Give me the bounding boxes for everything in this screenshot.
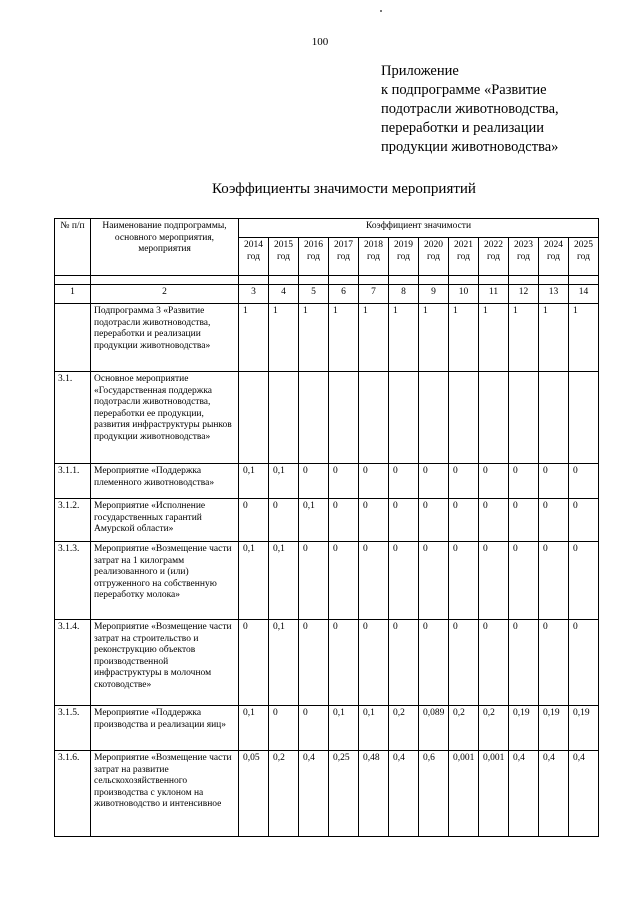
coefficient-cell: 0 [359,620,389,706]
coefficient-cell: 0 [389,620,419,706]
header-year [509,238,539,276]
coefficient-cell: 0 [479,620,509,706]
coefficient-cell: 0,001 [449,751,479,837]
header-year [569,238,599,276]
column-number-row [55,285,599,304]
coefficient-cell: 0,19 [569,706,599,751]
coefficient-cell: 0 [539,499,569,542]
row-number: 3.1. [55,372,91,464]
year-value: 2020 [424,240,443,250]
coefficient-cell: 0 [299,706,329,751]
column-number: 14 [569,285,599,304]
table-row [55,499,599,542]
row-number: 3.1.4. [55,620,91,706]
coefficient-cell: 0 [329,464,359,499]
year-unit: год [397,251,410,262]
year-value: 2016 [304,240,323,250]
coefficient-cell: 0,001 [479,751,509,837]
header-year [299,238,329,276]
year-unit: год [247,251,260,262]
row-name: Мероприятие «Поддержка производства и реализации яиц» [91,706,239,751]
header-row [55,219,599,238]
column-number: 10 [449,285,479,304]
coefficients-table [54,218,599,837]
row-name: Мероприятие «Возмещение части затрат на развитие сельскохозяйственного производства с уклоном на животноводство и интенсивное [91,751,239,837]
header-year [239,238,269,276]
appendix-line: подотрасли животноводства, [381,101,559,117]
coefficient-cell: 0 [419,499,449,542]
coefficient-cell: 0 [539,464,569,499]
row-name: Подпрограмма 3 «Развитие подотрасли животноводства, переработки и реализации продукции животноводства» [91,304,239,372]
coefficient-cell: 0,4 [569,751,599,837]
coefficient-cell: 0,48 [359,751,389,837]
coefficient-cell: 0 [419,620,449,706]
coefficient-cell: 1 [269,304,299,372]
row-number: 3.1.5. [55,706,91,751]
year-unit: год [457,251,470,262]
header-num: № п/п [55,219,91,276]
column-number: 7 [359,285,389,304]
coefficient-cell: 0 [569,499,599,542]
year-value: 2017 [334,240,353,250]
row-number: 3.1.1. [55,464,91,499]
coefficient-cell: 1 [569,304,599,372]
year-unit: год [517,251,530,262]
coefficient-cell: 0 [359,499,389,542]
year-unit: год [427,251,440,262]
coefficient-cell: 0,1 [269,620,299,706]
coefficient-cell: 0,4 [389,751,419,837]
coefficient-cell: 1 [509,304,539,372]
coefficient-cell: 1 [449,304,479,372]
table-row [55,372,599,464]
column-number: 12 [509,285,539,304]
appendix-note [381,62,559,157]
header-year [359,238,389,276]
header-year [449,238,479,276]
appendix-line: к подпрограмме «Развитие [381,82,547,98]
coefficient-cell: 0,089 [419,706,449,751]
year-value: 2024 [544,240,563,250]
spacer-row [55,276,599,285]
coefficient-cell: 0 [239,620,269,706]
column-number: 8 [389,285,419,304]
scan-speck [380,10,382,12]
header-coefficient: Коэффициент значимости [239,219,599,238]
coefficient-cell: 0,1 [239,706,269,751]
coefficient-cell [509,372,539,464]
header-year [479,238,509,276]
page-number: 100 [311,36,329,48]
appendix-line: продукции животноводства» [381,139,559,155]
appendix-line: переработки и реализации [381,120,545,136]
coefficient-cell: 0,1 [239,542,269,620]
coefficient-cell: 0,1 [269,464,299,499]
coefficient-cell: 0 [509,499,539,542]
coefficient-cell: 0 [359,542,389,620]
column-number: 3 [239,285,269,304]
table-row [55,751,599,837]
coefficient-cell: 0 [539,620,569,706]
coefficient-cell: 1 [419,304,449,372]
row-name: Мероприятие «Возмещение части затрат на 1 килограмм реализованного и (или) отгруженного на собственную переработку молока» [91,542,239,620]
coefficient-cell: 0 [449,464,479,499]
coefficient-cell: 1 [479,304,509,372]
header-year [269,238,299,276]
coefficient-cell: 0,05 [239,751,269,837]
coefficient-cell: 0,25 [329,751,359,837]
column-number: 11 [479,285,509,304]
coefficient-cell: 0 [569,620,599,706]
coefficient-cell [539,372,569,464]
coefficient-cell: 0,2 [269,751,299,837]
coefficient-cell [299,372,329,464]
coefficient-cell: 0,2 [449,706,479,751]
coefficient-cell: 1 [359,304,389,372]
coefficient-cell: 0 [389,464,419,499]
year-value: 2018 [364,240,383,250]
coefficient-cell: 0 [449,620,479,706]
coefficient-cell [269,372,299,464]
header-year [329,238,359,276]
column-number: 9 [419,285,449,304]
coefficient-cell [359,372,389,464]
coefficient-cell [389,372,419,464]
year-unit: год [277,251,290,262]
coefficient-cell: 0 [569,464,599,499]
year-unit: год [337,251,350,262]
column-number: 5 [299,285,329,304]
coefficient-cell: 0 [299,620,329,706]
coefficient-cell [419,372,449,464]
row-name: Мероприятие «Возмещение части затрат на строительство и реконструкцию объектов производственной инфраструктуры в молочном скотоводстве» [91,620,239,706]
row-name: Мероприятие «Исполнение государственных гарантий Амурской области» [91,499,239,542]
row-number: 3.1.6. [55,751,91,837]
row-name: Мероприятие «Поддержка племенного животноводства» [91,464,239,499]
year-value: 2025 [574,240,593,250]
year-unit: год [487,251,500,262]
coefficient-cell: 0 [569,542,599,620]
coefficient-cell: 0,4 [539,751,569,837]
coefficient-cell: 0 [269,706,299,751]
coefficient-cell: 1 [239,304,269,372]
coefficient-cell: 0 [449,542,479,620]
coefficient-cell: 0 [479,464,509,499]
coefficient-cell: 0 [329,620,359,706]
coefficient-cell: 0,2 [389,706,419,751]
column-number: 1 [55,285,91,304]
table-row [55,620,599,706]
coefficient-cell: 0 [389,499,419,542]
coefficient-cell: 1 [389,304,419,372]
year-value: 2019 [394,240,413,250]
coefficient-cell [449,372,479,464]
coefficient-cell: 1 [329,304,359,372]
coefficient-cell: 0 [329,542,359,620]
row-number: 3.1.2. [55,499,91,542]
coefficient-cell: 0,19 [509,706,539,751]
coefficient-cell: 0,1 [269,542,299,620]
table-row [55,706,599,751]
column-number: 4 [269,285,299,304]
coefficient-cell: 0 [329,499,359,542]
coefficient-cell [239,372,269,464]
row-number [55,304,91,372]
coefficient-cell: 0 [509,620,539,706]
coefficient-cell: 0 [239,499,269,542]
year-value: 2022 [484,240,503,250]
coefficient-cell [569,372,599,464]
coefficient-cell: 0,6 [419,751,449,837]
year-unit: год [307,251,320,262]
coefficient-cell: 0 [509,464,539,499]
year-unit: год [367,251,380,262]
coefficient-cell: 0,1 [299,499,329,542]
row-number: 3.1.3. [55,542,91,620]
column-number: 13 [539,285,569,304]
coefficient-cell: 0 [449,499,479,542]
coefficient-cell: 0,1 [329,706,359,751]
coefficient-cell [479,372,509,464]
header-year [419,238,449,276]
header-year [539,238,569,276]
coefficient-cell: 0 [269,499,299,542]
coefficient-cell: 0,19 [539,706,569,751]
year-value: 2014 [244,240,263,250]
coefficient-cell: 0 [509,542,539,620]
column-number: 2 [91,285,239,304]
coefficient-cell: 0 [419,464,449,499]
header-year [389,238,419,276]
year-unit: год [547,251,560,262]
coefficient-cell: 0,1 [359,706,389,751]
year-unit: год [577,251,590,262]
coefficient-cell: 0 [299,542,329,620]
row-name: Основное мероприятие «Государственная поддержка подотрасли животноводства, переработки ее продукции, развития инфраструктуры рынков продукции животноводства» [91,372,239,464]
coefficient-cell: 0,4 [509,751,539,837]
year-value: 2021 [454,240,473,250]
coefficient-cell: 0,1 [239,464,269,499]
coefficient-cell: 1 [539,304,569,372]
year-value: 2023 [514,240,533,250]
coefficient-cell: 1 [299,304,329,372]
table-row [55,304,599,372]
header-name: Наименование подпрограммы, основного мероприятия, мероприятия [91,219,239,276]
coefficient-cell [329,372,359,464]
coefficient-cell: 0 [389,542,419,620]
coefficient-cell: 0 [479,499,509,542]
document-title: Коэффициенты значимости мероприятий [212,181,476,197]
coefficient-cell: 0 [479,542,509,620]
coefficient-cell: 0 [359,464,389,499]
table-row [55,464,599,499]
coefficient-cell: 0,4 [299,751,329,837]
coefficient-cell: 0 [539,542,569,620]
coefficient-cell: 0,2 [479,706,509,751]
year-value: 2015 [274,240,293,250]
appendix-line: Приложение [381,63,459,79]
coefficient-cell: 0 [299,464,329,499]
table-row [55,542,599,620]
coefficient-cell: 0 [419,542,449,620]
column-number: 6 [329,285,359,304]
